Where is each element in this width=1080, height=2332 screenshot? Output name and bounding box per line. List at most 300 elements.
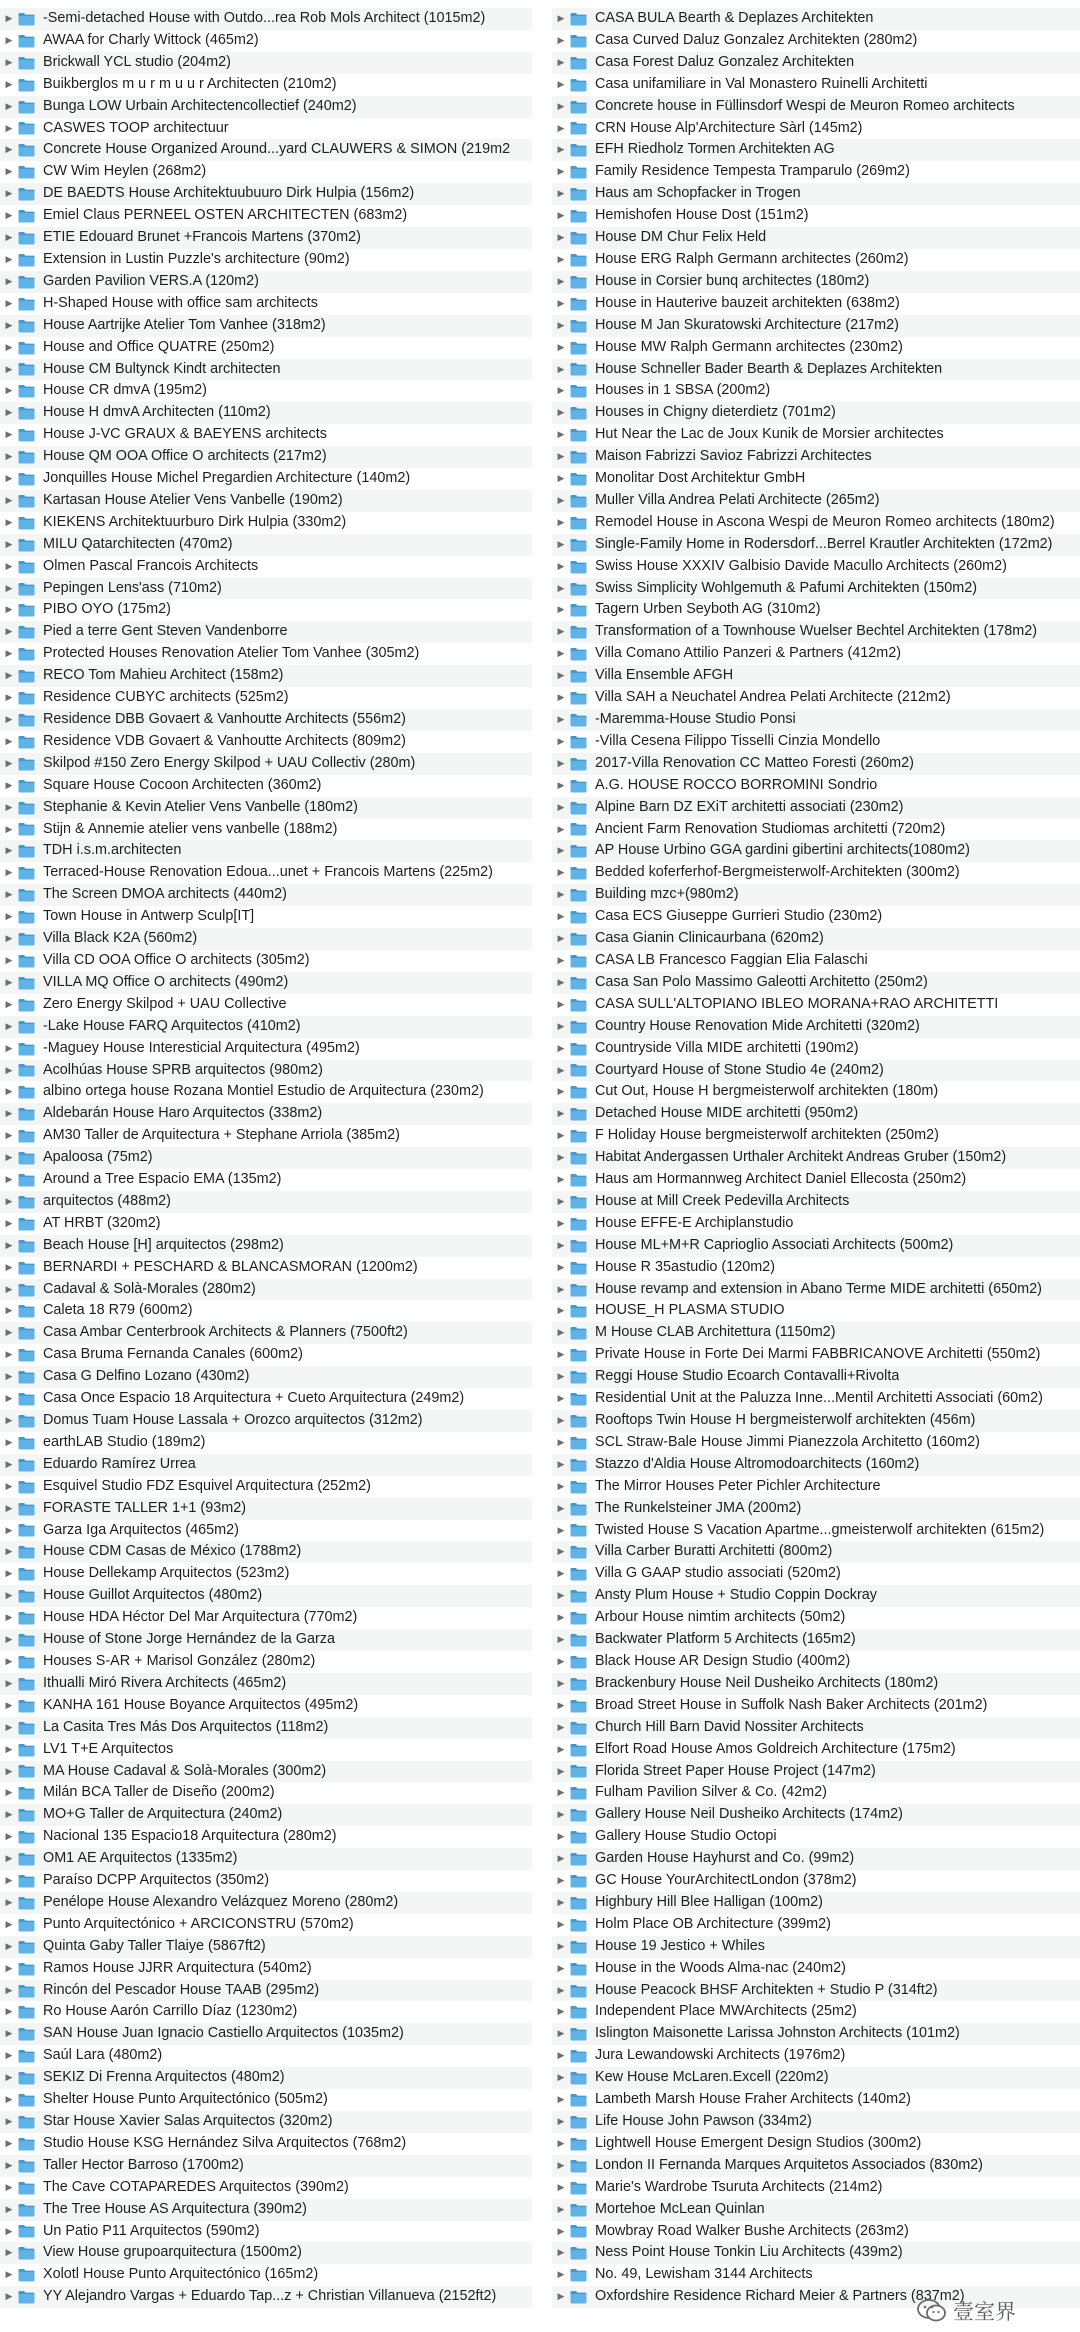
folder-row[interactable] — [0, 1541, 532, 1563]
triangle-right-icon[interactable]: ▶ — [5, 604, 13, 615]
triangle-right-icon[interactable]: ▶ — [5, 2269, 13, 2280]
folder-row[interactable] — [552, 52, 1080, 74]
triangle-right-icon[interactable]: ▶ — [5, 275, 13, 286]
triangle-right-icon[interactable]: ▶ — [5, 122, 13, 133]
triangle-right-icon[interactable]: ▶ — [557, 626, 565, 637]
folder-row[interactable] — [552, 1782, 1080, 1804]
triangle-right-icon[interactable]: ▶ — [5, 670, 13, 681]
triangle-right-icon[interactable]: ▶ — [557, 253, 565, 264]
folder-row[interactable] — [552, 1191, 1080, 1213]
folder-row[interactable] — [0, 490, 532, 512]
triangle-right-icon[interactable]: ▶ — [557, 210, 565, 221]
triangle-right-icon[interactable]: ▶ — [557, 166, 565, 177]
triangle-right-icon[interactable]: ▶ — [5, 1612, 13, 1623]
triangle-right-icon[interactable]: ▶ — [557, 297, 565, 308]
triangle-right-icon[interactable]: ▶ — [557, 1853, 565, 1864]
triangle-right-icon[interactable]: ▶ — [557, 560, 565, 571]
folder-row[interactable] — [552, 2242, 1080, 2264]
folder-row[interactable] — [552, 1761, 1080, 1783]
triangle-right-icon[interactable]: ▶ — [5, 1568, 13, 1579]
folder-row[interactable] — [552, 928, 1080, 950]
folder-row[interactable] — [552, 205, 1080, 227]
folder-row[interactable] — [0, 1892, 532, 1914]
folder-row[interactable] — [552, 96, 1080, 118]
folder-row[interactable] — [552, 1892, 1080, 1914]
folder-row[interactable] — [0, 1804, 532, 1826]
folder-row[interactable] — [552, 862, 1080, 884]
triangle-right-icon[interactable]: ▶ — [5, 188, 13, 199]
folder-row[interactable] — [0, 1695, 532, 1717]
folder-row[interactable] — [552, 2023, 1080, 2045]
folder-row[interactable] — [552, 2067, 1080, 2089]
triangle-right-icon[interactable]: ▶ — [5, 560, 13, 571]
folder-row[interactable] — [552, 884, 1080, 906]
folder-row[interactable] — [0, 139, 532, 161]
triangle-right-icon[interactable]: ▶ — [557, 2137, 565, 2148]
triangle-right-icon[interactable]: ▶ — [5, 933, 13, 944]
folder-row[interactable] — [552, 1870, 1080, 1892]
triangle-right-icon[interactable]: ▶ — [557, 1327, 565, 1338]
folder-row[interactable] — [552, 1060, 1080, 1082]
folder-row[interactable] — [552, 2264, 1080, 2286]
triangle-right-icon[interactable]: ▶ — [5, 1020, 13, 1031]
triangle-right-icon[interactable]: ▶ — [5, 1174, 13, 1185]
triangle-right-icon[interactable]: ▶ — [5, 1349, 13, 1360]
triangle-right-icon[interactable]: ▶ — [557, 1502, 565, 1513]
folder-row[interactable] — [0, 687, 532, 709]
triangle-right-icon[interactable]: ▶ — [557, 801, 565, 812]
folder-row[interactable] — [552, 1388, 1080, 1410]
folder-row[interactable] — [0, 797, 532, 819]
folder-row[interactable] — [0, 1038, 532, 1060]
folder-row[interactable] — [552, 1432, 1080, 1454]
triangle-right-icon[interactable]: ▶ — [557, 1371, 565, 1382]
folder-row[interactable] — [552, 906, 1080, 928]
triangle-right-icon[interactable]: ▶ — [557, 232, 565, 243]
triangle-right-icon[interactable]: ▶ — [557, 2247, 565, 2258]
triangle-right-icon[interactable]: ▶ — [557, 648, 565, 659]
triangle-right-icon[interactable]: ▶ — [557, 1086, 565, 1097]
triangle-right-icon[interactable]: ▶ — [5, 341, 13, 352]
triangle-right-icon[interactable]: ▶ — [557, 976, 565, 987]
triangle-right-icon[interactable]: ▶ — [5, 1831, 13, 1842]
folder-row[interactable] — [552, 1541, 1080, 1563]
triangle-right-icon[interactable]: ▶ — [557, 385, 565, 396]
triangle-right-icon[interactable]: ▶ — [557, 2116, 565, 2126]
folder-row[interactable] — [0, 1147, 532, 1169]
folder-row[interactable] — [0, 118, 532, 140]
triangle-right-icon[interactable]: ▶ — [5, 1853, 13, 1864]
folder-row[interactable] — [552, 1695, 1080, 1717]
triangle-right-icon[interactable]: ▶ — [557, 1590, 565, 1601]
triangle-right-icon[interactable]: ▶ — [5, 407, 13, 418]
triangle-right-icon[interactable]: ▶ — [557, 1962, 565, 1973]
triangle-right-icon[interactable]: ▶ — [557, 889, 565, 900]
triangle-right-icon[interactable]: ▶ — [557, 1130, 565, 1141]
triangle-right-icon[interactable]: ▶ — [5, 1655, 13, 1666]
folder-row[interactable] — [0, 1629, 532, 1651]
triangle-right-icon[interactable]: ▶ — [557, 1415, 565, 1425]
folder-row[interactable] — [0, 1016, 532, 1038]
folder-row[interactable] — [552, 797, 1080, 819]
triangle-right-icon[interactable]: ▶ — [557, 13, 565, 23]
folder-row[interactable] — [552, 1476, 1080, 1498]
folder-row[interactable] — [552, 227, 1080, 249]
triangle-right-icon[interactable]: ▶ — [557, 407, 565, 418]
triangle-right-icon[interactable]: ▶ — [557, 188, 565, 199]
folder-row[interactable] — [0, 862, 532, 884]
folder-row[interactable] — [0, 1125, 532, 1147]
triangle-right-icon[interactable]: ▶ — [557, 1283, 565, 1294]
folder-row[interactable] — [552, 753, 1080, 775]
folder-row[interactable] — [552, 1585, 1080, 1607]
triangle-right-icon[interactable]: ▶ — [5, 2006, 13, 2017]
folder-row[interactable] — [0, 534, 532, 556]
triangle-right-icon[interactable]: ▶ — [557, 1458, 565, 1469]
triangle-right-icon[interactable]: ▶ — [5, 1261, 13, 1272]
folder-row[interactable] — [0, 1651, 532, 1673]
folder-row[interactable] — [552, 1038, 1080, 1060]
triangle-right-icon[interactable]: ▶ — [5, 78, 13, 89]
triangle-right-icon[interactable]: ▶ — [5, 2247, 13, 2258]
triangle-right-icon[interactable]: ▶ — [5, 1940, 13, 1951]
triangle-right-icon[interactable]: ▶ — [557, 2269, 565, 2280]
folder-row[interactable] — [0, 2199, 532, 2221]
folder-row[interactable] — [0, 884, 532, 906]
folder-row[interactable] — [552, 1914, 1080, 1936]
folder-row[interactable] — [552, 1826, 1080, 1848]
triangle-right-icon[interactable]: ▶ — [5, 494, 13, 505]
folder-row[interactable] — [552, 1016, 1080, 1038]
triangle-right-icon[interactable]: ▶ — [557, 122, 565, 133]
triangle-right-icon[interactable]: ▶ — [5, 253, 13, 264]
folder-row[interactable] — [0, 1388, 532, 1410]
triangle-right-icon[interactable]: ▶ — [5, 801, 13, 812]
folder-row[interactable] — [0, 1169, 532, 1191]
folder-row[interactable] — [0, 30, 532, 52]
triangle-right-icon[interactable]: ▶ — [5, 1239, 13, 1250]
triangle-right-icon[interactable]: ▶ — [5, 319, 13, 330]
folder-row[interactable] — [0, 2001, 532, 2023]
folder-row[interactable] — [0, 1213, 532, 1235]
triangle-right-icon[interactable]: ▶ — [557, 2181, 565, 2192]
triangle-right-icon[interactable]: ▶ — [557, 670, 565, 681]
triangle-right-icon[interactable]: ▶ — [557, 1524, 565, 1535]
folder-row[interactable] — [552, 1563, 1080, 1585]
triangle-right-icon[interactable]: ▶ — [5, 1371, 13, 1382]
triangle-right-icon[interactable]: ▶ — [5, 2137, 13, 2148]
triangle-right-icon[interactable]: ▶ — [5, 2028, 13, 2039]
folder-row[interactable] — [552, 1454, 1080, 1476]
triangle-right-icon[interactable]: ▶ — [557, 56, 565, 67]
triangle-right-icon[interactable]: ▶ — [5, 1152, 13, 1163]
folder-row[interactable] — [552, 468, 1080, 490]
folder-row[interactable] — [552, 30, 1080, 52]
triangle-right-icon[interactable]: ▶ — [557, 1634, 565, 1645]
folder-row[interactable] — [0, 1848, 532, 1870]
folder-row[interactable] — [0, 337, 532, 359]
folder-row[interactable] — [0, 1607, 532, 1629]
folder-row[interactable] — [0, 2177, 532, 2199]
triangle-right-icon[interactable]: ▶ — [557, 1809, 565, 1820]
folder-row[interactable] — [552, 446, 1080, 468]
triangle-right-icon[interactable]: ▶ — [5, 998, 13, 1009]
folder-row[interactable] — [0, 753, 532, 775]
triangle-right-icon[interactable]: ▶ — [5, 2072, 13, 2083]
folder-row[interactable] — [0, 380, 532, 402]
folder-row[interactable] — [0, 402, 532, 424]
folder-row[interactable] — [0, 1782, 532, 1804]
folder-row[interactable] — [552, 1235, 1080, 1257]
triangle-right-icon[interactable]: ▶ — [557, 2050, 565, 2061]
folder-row[interactable] — [0, 2023, 532, 2045]
folder-row[interactable] — [0, 2264, 532, 2286]
folder-row[interactable] — [0, 1279, 532, 1301]
folder-row[interactable] — [552, 249, 1080, 271]
folder-row[interactable] — [552, 578, 1080, 600]
folder-row[interactable] — [552, 2133, 1080, 2155]
folder-row[interactable] — [552, 1651, 1080, 1673]
folder-row[interactable] — [0, 2133, 532, 2155]
triangle-right-icon[interactable]: ▶ — [557, 144, 565, 155]
triangle-right-icon[interactable]: ▶ — [5, 648, 13, 659]
triangle-right-icon[interactable]: ▶ — [5, 144, 13, 155]
triangle-right-icon[interactable]: ▶ — [5, 1130, 13, 1141]
triangle-right-icon[interactable]: ▶ — [5, 451, 13, 462]
triangle-right-icon[interactable]: ▶ — [557, 1042, 565, 1053]
triangle-right-icon[interactable]: ▶ — [5, 1699, 13, 1710]
folder-row[interactable] — [0, 74, 532, 96]
triangle-right-icon[interactable]: ▶ — [5, 1765, 13, 1776]
folder-row[interactable] — [0, 468, 532, 490]
folder-row[interactable] — [552, 950, 1080, 972]
triangle-right-icon[interactable]: ▶ — [557, 100, 565, 111]
folder-row[interactable] — [0, 1410, 532, 1432]
folder-row[interactable] — [552, 687, 1080, 709]
triangle-right-icon[interactable]: ▶ — [557, 1546, 565, 1557]
triangle-right-icon[interactable]: ▶ — [557, 1765, 565, 1776]
folder-row[interactable] — [0, 1498, 532, 1520]
folder-row[interactable] — [552, 293, 1080, 315]
folder-row[interactable] — [552, 1366, 1080, 1388]
folder-row[interactable] — [0, 1432, 532, 1454]
triangle-right-icon[interactable]: ▶ — [5, 1721, 13, 1732]
folder-row[interactable] — [0, 709, 532, 731]
folder-row[interactable] — [0, 1344, 532, 1366]
folder-row[interactable] — [552, 2089, 1080, 2111]
folder-row[interactable] — [0, 2089, 532, 2111]
folder-row[interactable] — [552, 1147, 1080, 1169]
folder-row[interactable] — [552, 1344, 1080, 1366]
triangle-right-icon[interactable]: ▶ — [557, 933, 565, 944]
triangle-right-icon[interactable]: ▶ — [557, 757, 565, 768]
triangle-right-icon[interactable]: ▶ — [557, 473, 565, 484]
triangle-right-icon[interactable]: ▶ — [557, 2159, 565, 2170]
triangle-right-icon[interactable]: ▶ — [5, 1217, 13, 1228]
triangle-right-icon[interactable]: ▶ — [5, 1634, 13, 1645]
folder-row[interactable] — [0, 1673, 532, 1695]
triangle-right-icon[interactable]: ▶ — [5, 867, 13, 878]
folder-row[interactable] — [552, 840, 1080, 862]
folder-row[interactable] — [552, 337, 1080, 359]
folder-row[interactable] — [552, 2199, 1080, 2221]
folder-row[interactable] — [552, 1520, 1080, 1542]
triangle-right-icon[interactable]: ▶ — [557, 692, 565, 703]
folder-row[interactable] — [0, 1826, 532, 1848]
triangle-right-icon[interactable]: ▶ — [557, 1875, 565, 1886]
folder-row[interactable] — [0, 665, 532, 687]
triangle-right-icon[interactable]: ▶ — [557, 714, 565, 724]
folder-row[interactable] — [0, 249, 532, 271]
folder-row[interactable] — [0, 819, 532, 841]
folder-row[interactable] — [0, 293, 532, 315]
triangle-right-icon[interactable]: ▶ — [5, 889, 13, 900]
folder-row[interactable] — [552, 599, 1080, 621]
folder-row[interactable] — [552, 2155, 1080, 2177]
triangle-right-icon[interactable]: ▶ — [5, 1590, 13, 1601]
folder-row[interactable] — [0, 840, 532, 862]
folder-row[interactable] — [552, 1213, 1080, 1235]
folder-row[interactable] — [552, 709, 1080, 731]
triangle-right-icon[interactable]: ▶ — [5, 100, 13, 111]
folder-row[interactable] — [0, 1761, 532, 1783]
triangle-right-icon[interactable]: ▶ — [557, 2225, 565, 2236]
folder-row[interactable] — [552, 139, 1080, 161]
folder-row[interactable] — [552, 1848, 1080, 1870]
triangle-right-icon[interactable]: ▶ — [557, 363, 565, 374]
triangle-right-icon[interactable]: ▶ — [5, 1283, 13, 1294]
folder-row[interactable] — [552, 1257, 1080, 1279]
folder-row[interactable] — [0, 1936, 532, 1958]
triangle-right-icon[interactable]: ▶ — [5, 385, 13, 396]
folder-row[interactable] — [0, 972, 532, 994]
triangle-right-icon[interactable]: ▶ — [5, 473, 13, 484]
triangle-right-icon[interactable]: ▶ — [557, 735, 565, 746]
triangle-right-icon[interactable]: ▶ — [557, 998, 565, 1009]
triangle-right-icon[interactable]: ▶ — [5, 1918, 13, 1929]
folder-row[interactable] — [552, 534, 1080, 556]
triangle-right-icon[interactable]: ▶ — [557, 1743, 565, 1754]
triangle-right-icon[interactable]: ▶ — [557, 494, 565, 505]
triangle-right-icon[interactable]: ▶ — [557, 341, 565, 352]
triangle-right-icon[interactable]: ▶ — [557, 1239, 565, 1250]
triangle-right-icon[interactable]: ▶ — [557, 1721, 565, 1732]
folder-row[interactable] — [552, 1279, 1080, 1301]
folder-row[interactable] — [0, 1958, 532, 1980]
triangle-right-icon[interactable]: ▶ — [5, 1875, 13, 1886]
folder-row[interactable] — [552, 2001, 1080, 2023]
triangle-right-icon[interactable]: ▶ — [557, 1699, 565, 1710]
triangle-right-icon[interactable]: ▶ — [557, 1261, 565, 1272]
folder-row[interactable] — [0, 52, 532, 74]
triangle-right-icon[interactable]: ▶ — [557, 1677, 565, 1688]
triangle-right-icon[interactable]: ▶ — [557, 1918, 565, 1929]
triangle-right-icon[interactable]: ▶ — [557, 2291, 565, 2302]
folder-row[interactable] — [552, 2111, 1080, 2133]
triangle-right-icon[interactable]: ▶ — [5, 626, 13, 637]
folder-row[interactable] — [552, 380, 1080, 402]
folder-row[interactable] — [552, 1673, 1080, 1695]
folder-row[interactable] — [552, 643, 1080, 665]
folder-row[interactable] — [552, 556, 1080, 578]
triangle-right-icon[interactable]: ▶ — [5, 210, 13, 221]
folder-row[interactable] — [552, 1980, 1080, 2002]
triangle-right-icon[interactable]: ▶ — [5, 1677, 13, 1688]
triangle-right-icon[interactable]: ▶ — [5, 1502, 13, 1513]
triangle-right-icon[interactable]: ▶ — [557, 1831, 565, 1842]
triangle-right-icon[interactable]: ▶ — [5, 1042, 13, 1053]
triangle-right-icon[interactable]: ▶ — [557, 823, 565, 834]
folder-row[interactable] — [552, 1322, 1080, 1344]
triangle-right-icon[interactable]: ▶ — [557, 1020, 565, 1031]
folder-row[interactable] — [552, 490, 1080, 512]
triangle-right-icon[interactable]: ▶ — [557, 451, 565, 462]
folder-row[interactable] — [0, 621, 532, 643]
folder-row[interactable] — [552, 2045, 1080, 2067]
triangle-right-icon[interactable]: ▶ — [5, 757, 13, 768]
triangle-right-icon[interactable]: ▶ — [557, 1305, 565, 1316]
folder-row[interactable] — [0, 643, 532, 665]
triangle-right-icon[interactable]: ▶ — [5, 976, 13, 987]
triangle-right-icon[interactable]: ▶ — [5, 1086, 13, 1097]
triangle-right-icon[interactable]: ▶ — [5, 1809, 13, 1820]
triangle-right-icon[interactable]: ▶ — [5, 1480, 13, 1491]
triangle-right-icon[interactable]: ▶ — [5, 954, 13, 965]
folder-row[interactable] — [552, 1103, 1080, 1125]
folder-row[interactable] — [0, 1520, 532, 1542]
triangle-right-icon[interactable]: ▶ — [5, 2203, 13, 2214]
folder-row[interactable] — [552, 1804, 1080, 1826]
folder-row[interactable] — [0, 1563, 532, 1585]
folder-row[interactable] — [0, 2242, 532, 2264]
folder-row[interactable] — [552, 775, 1080, 797]
folder-row[interactable] — [0, 315, 532, 337]
triangle-right-icon[interactable]: ▶ — [5, 779, 13, 790]
triangle-right-icon[interactable]: ▶ — [557, 604, 565, 615]
triangle-right-icon[interactable]: ▶ — [5, 2159, 13, 2170]
folder-row[interactable] — [552, 1125, 1080, 1147]
triangle-right-icon[interactable]: ▶ — [5, 2116, 13, 2126]
triangle-right-icon[interactable]: ▶ — [5, 538, 13, 549]
triangle-right-icon[interactable]: ▶ — [557, 1480, 565, 1491]
folder-row[interactable] — [0, 1980, 532, 2002]
folder-row[interactable] — [0, 8, 532, 30]
triangle-right-icon[interactable]: ▶ — [557, 1787, 565, 1798]
triangle-right-icon[interactable]: ▶ — [557, 1152, 565, 1163]
triangle-right-icon[interactable]: ▶ — [557, 1393, 565, 1404]
triangle-right-icon[interactable]: ▶ — [557, 779, 565, 790]
triangle-right-icon[interactable]: ▶ — [5, 845, 13, 856]
folder-row[interactable] — [0, 1322, 532, 1344]
folder-row[interactable] — [0, 1870, 532, 1892]
folder-row[interactable] — [0, 2155, 532, 2177]
triangle-right-icon[interactable]: ▶ — [557, 538, 565, 549]
folder-row[interactable] — [0, 1191, 532, 1213]
folder-row[interactable] — [552, 1169, 1080, 1191]
triangle-right-icon[interactable]: ▶ — [5, 1415, 13, 1425]
triangle-right-icon[interactable]: ▶ — [557, 1568, 565, 1579]
triangle-right-icon[interactable]: ▶ — [557, 867, 565, 878]
folder-row[interactable] — [552, 1607, 1080, 1629]
triangle-right-icon[interactable]: ▶ — [557, 1195, 565, 1206]
triangle-right-icon[interactable]: ▶ — [5, 56, 13, 67]
triangle-right-icon[interactable]: ▶ — [5, 1436, 13, 1447]
folder-row[interactable] — [552, 271, 1080, 293]
triangle-right-icon[interactable]: ▶ — [557, 954, 565, 965]
triangle-right-icon[interactable]: ▶ — [557, 582, 565, 593]
triangle-right-icon[interactable]: ▶ — [5, 582, 13, 593]
folder-row[interactable] — [552, 1958, 1080, 1980]
